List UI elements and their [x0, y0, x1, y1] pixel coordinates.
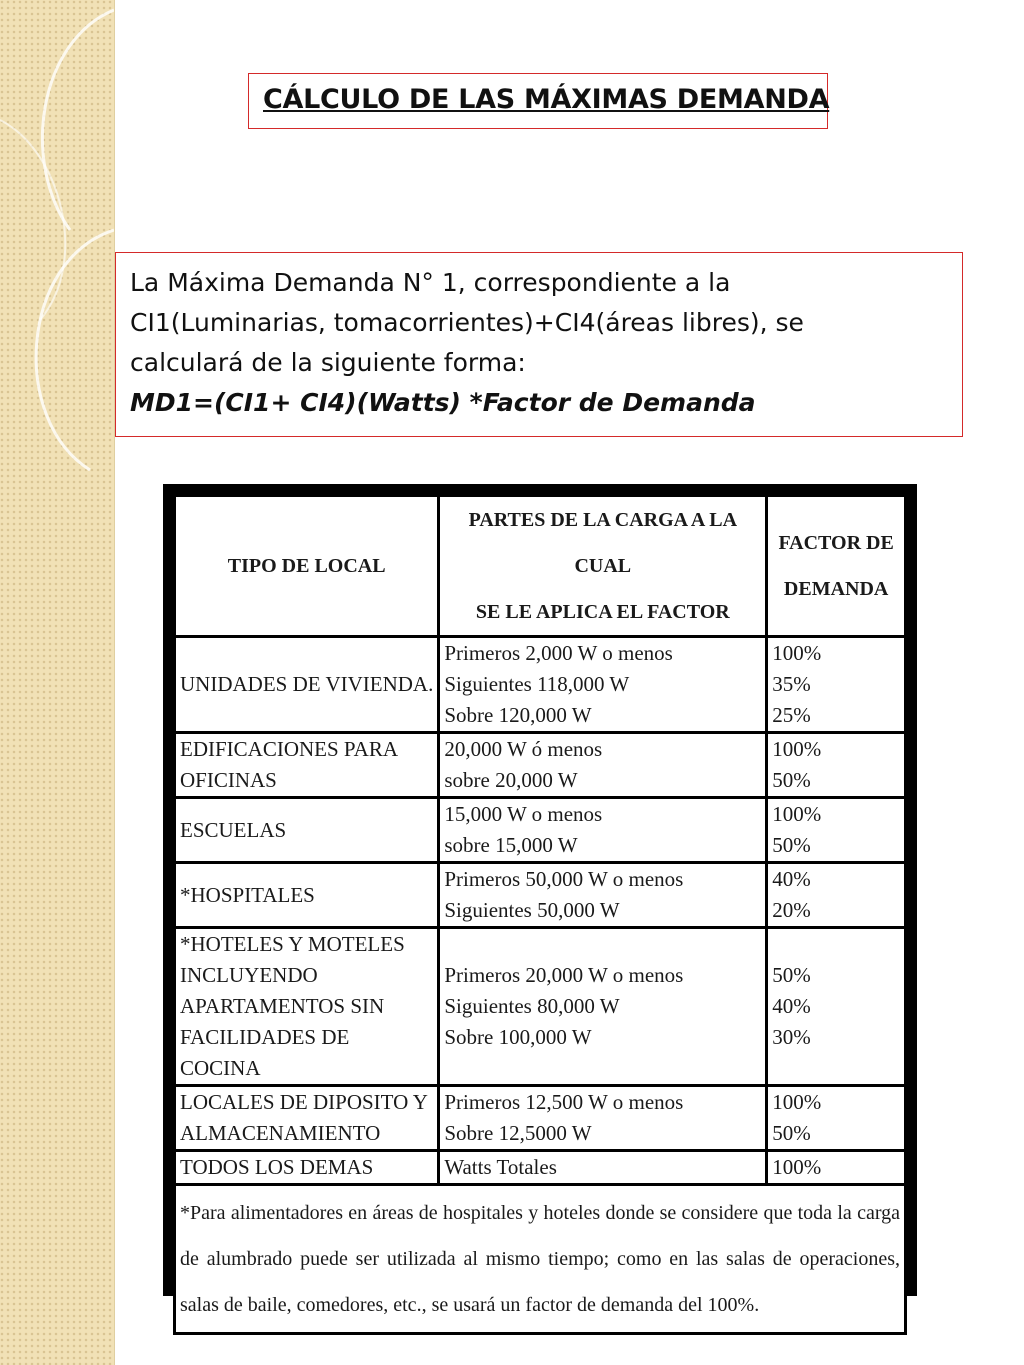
cell-line: *HOSPITALES	[180, 882, 315, 907]
demand-factor-table-frame	[163, 484, 917, 1316]
cell-line: 50%	[772, 833, 811, 857]
cell-tipo	[175, 733, 439, 798]
cell-partes	[439, 733, 767, 798]
table-row	[175, 863, 906, 928]
cell-line: 50%	[772, 768, 811, 792]
cell-line: Primeros 20,000 W o menos	[444, 963, 684, 987]
table-note-row	[175, 1185, 906, 1334]
cell-line: *HOTELES Y MOTELES	[180, 932, 405, 956]
table-row	[175, 733, 906, 798]
cell-line: Primeros 50,000 W o menos	[444, 867, 684, 891]
demand-factor-table	[173, 494, 907, 1335]
cell-partes	[439, 637, 767, 733]
cell-line: 40%	[772, 994, 811, 1018]
description-box	[115, 252, 963, 437]
cell-factor	[767, 1151, 906, 1185]
cell-line: 30%	[772, 1025, 811, 1049]
cell-line: 100%	[772, 737, 822, 761]
table-row	[175, 928, 906, 1086]
cell-tipo	[175, 798, 439, 863]
decorative-swirl-graphic	[0, 0, 114, 1365]
cell-line: ALMACENAMIENTO	[180, 1121, 381, 1145]
cell-line: 20,000 W ó menos	[444, 737, 603, 761]
description-line: calculará de la siguiente forma:	[130, 348, 526, 377]
cell-line: FACILIDADES DE	[180, 1025, 350, 1049]
cell-line: 25%	[772, 703, 811, 727]
cell-line: Sobre 120,000 W	[444, 703, 592, 727]
cell-factor	[767, 863, 906, 928]
cell-factor	[767, 928, 906, 1086]
cell-factor	[767, 733, 906, 798]
demand-formula: MD1=(CI1+ CI4)(Watts) *Factor de Demanda	[130, 388, 756, 417]
cell-line: LOCALES DE DIPOSITO Y	[180, 1090, 428, 1114]
cell-line: sobre 20,000 W	[444, 768, 578, 792]
cell-line: 20%	[772, 898, 811, 922]
cell-tipo	[175, 637, 439, 733]
decorative-side-strip	[0, 0, 115, 1365]
header-line: DEMANDA	[783, 578, 889, 600]
cell-partes	[439, 1151, 767, 1185]
cell-line: APARTAMENTOS SIN	[180, 994, 385, 1018]
cell-line: Sobre 12,5000 W	[444, 1121, 592, 1145]
cell-line: 100%	[772, 802, 822, 826]
cell-tipo	[175, 1151, 439, 1185]
cell-line: 35%	[772, 672, 811, 696]
header-line: SE LE APLICA EL FACTOR	[475, 601, 730, 623]
cell-factor	[767, 637, 906, 733]
cell-tipo	[175, 863, 439, 928]
cell-line: sobre 15,000 W	[444, 833, 578, 857]
cell-line: 100%	[772, 641, 822, 665]
description-line: CI1(Luminarias, tomacorrientes)+CI4(áreas libres), se	[130, 308, 804, 337]
cell-factor	[767, 798, 906, 863]
cell-partes	[439, 1086, 767, 1151]
description-line: La Máxima Demanda N° 1, correspondiente a la	[130, 268, 731, 297]
cell-line: Primeros 2,000 W o menos	[444, 641, 673, 665]
cell-line: ESCUELAS	[180, 817, 287, 842]
header-tipo-de-local: TIPO DE LOCAL	[175, 496, 439, 637]
cell-line: INCLUYENDO	[180, 963, 318, 987]
cell-line: 100%	[772, 1155, 822, 1179]
table-row	[175, 798, 906, 863]
cell-line: Watts Totales	[444, 1155, 557, 1179]
cell-line: TODOS LOS DEMAS	[180, 1155, 374, 1179]
header-line: PARTES DE LA CARGA A LA CUAL	[468, 509, 738, 577]
cell-line: OFICINAS	[180, 768, 277, 792]
table-row	[175, 637, 906, 733]
header-factor-de-demanda	[767, 496, 906, 637]
cell-line: Siguientes 80,000 W	[444, 994, 620, 1018]
table-row	[175, 1086, 906, 1151]
cell-line: Primeros 12,500 W o menos	[444, 1090, 684, 1114]
cell-partes	[439, 798, 767, 863]
cell-line: 40%	[772, 867, 811, 891]
cell-line: Siguientes 50,000 W	[444, 898, 620, 922]
header-partes-de-la-carga	[439, 496, 767, 637]
table-row	[175, 1151, 906, 1185]
cell-factor	[767, 1086, 906, 1151]
cell-line: EDIFICACIONES PARA	[180, 737, 399, 761]
cell-line: COCINA	[180, 1056, 261, 1080]
header-line: FACTOR DE	[778, 532, 894, 554]
cell-line: Sobre 100,000 W	[444, 1025, 592, 1049]
cell-line: 100%	[772, 1090, 822, 1114]
cell-line: UNIDADES DE VIVIENDA.	[180, 672, 434, 696]
cell-line: 15,000 W o menos	[444, 802, 603, 826]
cell-line: 50%	[772, 1121, 811, 1145]
cell-line: Siguientes 118,000 W	[444, 672, 630, 696]
cell-line: 50%	[772, 963, 811, 987]
page-title: CÁLCULO DE LAS MÁXIMAS DEMANDA	[263, 84, 830, 115]
table-footnote: *Para alimentadores en áreas de hospitales y hoteles donde se considere que toda la carga de alumbrado puede ser utilizada al mismo tiempo; como en las salas de operaciones, salas de baile, comedores, etc., se usará un factor de demanda del 100%.	[175, 1185, 906, 1334]
cell-partes	[439, 863, 767, 928]
table-header-row	[175, 496, 906, 637]
cell-tipo	[175, 928, 439, 1086]
cell-partes	[439, 928, 767, 1086]
cell-tipo	[175, 1086, 439, 1151]
